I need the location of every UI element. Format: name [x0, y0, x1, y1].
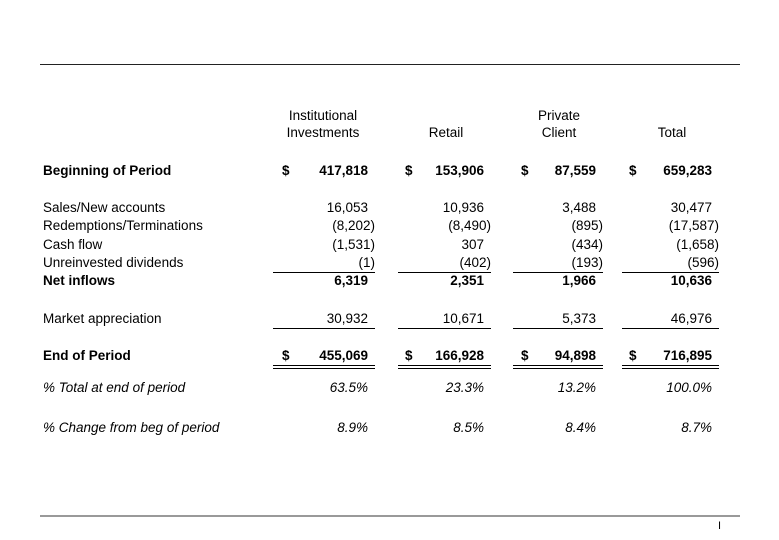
column-header — [612, 107, 732, 141]
column-header — [386, 107, 506, 141]
header-line-2: Total — [657, 125, 687, 140]
subtotal-underline — [398, 328, 491, 329]
currency-symbol: $ — [282, 163, 290, 178]
market-appreciation-value: 30,932 — [326, 311, 368, 326]
end-of-period-value: 716,895 — [663, 348, 712, 363]
bottom-rule — [40, 515, 740, 517]
unreinvested-dividends-label: Unreinvested dividends — [43, 255, 184, 270]
market-appreciation-label: Market appreciation — [43, 311, 162, 326]
redemptions-terminations-value: (8,202) — [332, 218, 375, 233]
beginning-of-period-label: Beginning of Period — [43, 163, 172, 178]
beginning-of-period-value: 87,559 — [554, 163, 596, 178]
currency-symbol: $ — [629, 163, 637, 178]
net-inflows-value: 2,351 — [450, 273, 484, 288]
end-of-period-value: 455,069 — [319, 348, 368, 363]
currency-symbol: $ — [405, 348, 413, 363]
unreinvested-dividends-value: (596) — [687, 255, 719, 270]
net-inflows-value: 6,319 — [334, 273, 368, 288]
pct-change-value: 8.5% — [453, 420, 484, 435]
beginning-of-period-value: 659,283 — [663, 163, 712, 178]
total-double-underline — [622, 365, 719, 369]
currency-symbol: $ — [521, 163, 529, 178]
redemptions-terminations-value: (895) — [571, 218, 603, 233]
redemptions-terminations-value: (8,490) — [448, 218, 491, 233]
cash-flow-value: 307 — [461, 237, 484, 252]
header-line-1 — [386, 107, 506, 124]
net-inflows-value: 10,636 — [670, 273, 712, 288]
pct-change-value: 8.7% — [681, 420, 712, 435]
pct-total-label: % Total at end of period — [43, 380, 186, 395]
header-line-2: Retail — [428, 125, 464, 140]
currency-symbol: $ — [405, 163, 413, 178]
subtotal-underline — [273, 328, 375, 329]
total-double-underline — [513, 365, 603, 369]
pct-total-value: 13.2% — [557, 380, 596, 395]
cash-flow-value: (1,658) — [676, 237, 719, 252]
redemptions-terminations-label: Redemptions/Terminations — [43, 218, 203, 233]
market-appreciation-value: 10,671 — [442, 311, 484, 326]
beginning-of-period-value: 153,906 — [435, 163, 484, 178]
cash-flow-value: (434) — [571, 237, 603, 252]
end-of-period-label: End of Period — [43, 348, 131, 363]
sales-new-accounts-label: Sales/New accounts — [43, 200, 166, 215]
top-rule — [40, 64, 740, 65]
sales-new-accounts-value: 30,477 — [670, 200, 712, 215]
pct-change-label: % Change from beg of period — [43, 420, 220, 435]
end-of-period-value: 94,898 — [554, 348, 596, 363]
sales-new-accounts-value: 16,053 — [326, 200, 368, 215]
currency-symbol: $ — [282, 348, 290, 363]
currency-symbol: $ — [521, 348, 529, 363]
currency-symbol: $ — [629, 348, 637, 363]
header-line-2: Investments — [286, 125, 360, 140]
pct-total-value: 100.0% — [666, 380, 712, 395]
subtotal-underline — [622, 328, 719, 329]
beginning-of-period-value: 417,818 — [319, 163, 368, 178]
total-double-underline — [398, 365, 491, 369]
pct-change-value: 8.9% — [337, 420, 368, 435]
market-appreciation-value: 46,976 — [670, 311, 712, 326]
end-of-period-value: 166,928 — [435, 348, 484, 363]
pct-change-value: 8.4% — [565, 420, 596, 435]
pct-total-value: 63.5% — [329, 380, 368, 395]
cash-flow-value: (1,531) — [332, 237, 375, 252]
column-header — [263, 107, 383, 141]
redemptions-terminations-value: (17,587) — [668, 218, 719, 233]
sales-new-accounts-value: 10,936 — [442, 200, 484, 215]
cash-flow-label: Cash flow — [43, 237, 103, 252]
net-inflows-value: 1,966 — [562, 273, 596, 288]
pct-total-value: 23.3% — [445, 380, 484, 395]
unreinvested-dividends-value: (402) — [459, 255, 491, 270]
page-mark: I — [718, 520, 722, 532]
header-line-1: Institutional — [288, 108, 358, 123]
net-inflows-label: Net inflows — [43, 273, 116, 288]
column-header — [499, 107, 619, 141]
total-double-underline — [273, 365, 375, 369]
unreinvested-dividends-value: (193) — [571, 255, 603, 270]
sales-new-accounts-value: 3,488 — [562, 200, 596, 215]
unreinvested-dividends-value: (1) — [358, 255, 375, 270]
header-line-2: Client — [541, 125, 577, 140]
subtotal-underline — [513, 328, 603, 329]
header-line-1 — [612, 107, 732, 124]
header-line-1: Private — [537, 108, 581, 123]
market-appreciation-value: 5,373 — [562, 311, 596, 326]
